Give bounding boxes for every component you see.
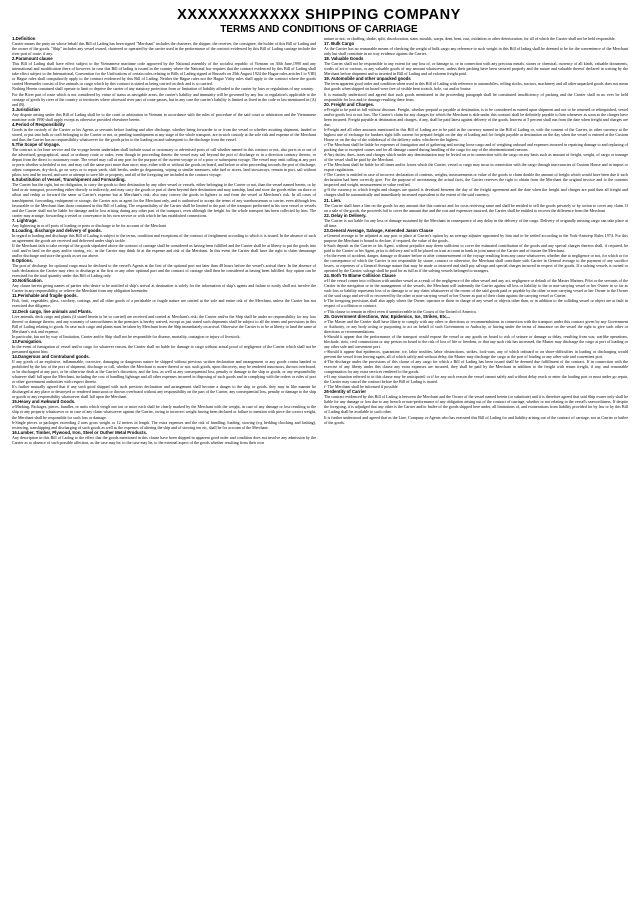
section-heading: 25. Government directions, War, Epidemics, Ice, Strikes, Etc... — [324, 313, 450, 319]
clause-paragraph: nature or not, or chaffing, shake, split, discoloration, stain, moulds, warps, dent, bent, rust, oxidation or other deterioration, for all of which the Carrier shall not be held responsible. — [324, 36, 616, 41]
clause-paragraph: b-Should it appear that the performance of the transport would expose the vessel or any goods on board to risk of seizure or damage or delay, resulting from war, warlike operations, blockade, riots, civil commotions or any person on board to the risk of loss of life or freedom, or that any such risk has increased, the Master may discharge the cargo at port of loading or any other safe and convenient port. — [324, 333, 628, 349]
clause-paragraph: Any dispute arising under this Bill of Lading shall be to the court or arbitration in Vietnam in accordance with the rules of procedure of the said court or arbitration and the Vietnamese maritime code 1990 shall apply except as otherwise provided elsewhere herein. — [12, 111, 316, 122]
section-heading: 5.The Scope of Voyage. — [12, 141, 60, 147]
document-title: TERMS AND CONDITIONS OF CARRIAGE — [220, 24, 418, 35]
left-column — [12, 36, 316, 898]
clause-paragraph: Any clause herein giving names of parties who desire to be notified of ship's arrival at destination is solely for the information of ship's agents and failure to notify shall not involve the Carrier in any responsibility, or relieve the Merchant from any obligation hereunder. — [12, 283, 316, 294]
clause-paragraph: b-Single pieces or packages exceeding 2 tons gross weight or 12 meters in length. The extra expenses and the risk of handling, loading, stowing (e.g bedding chocking and lashing), restowing, transhipping and discharging of such goods as well as the expenses of altering the ship and of stowing ten etc, shall be for account of the Merchant. — [12, 419, 316, 430]
right-column — [324, 36, 628, 898]
clause-paragraph: f- The Merchant shall be informed if possible. — [324, 384, 399, 390]
clause-paragraph: Carrier means the party on whose behalf this Bill of Lading has been signed "Merchant" includes the charterer, the shipper, the receiver, the consignee, the holder of this Bill of Lading and the owner of the goods. "Ship" includes any vessel owned, chartered or operated by the carrier used in the performance of the contract evidenced by this Bill of Lading carriage include the river port of route, if any. — [12, 41, 316, 57]
section-heading: 17. Bulk Cargo — [324, 41, 355, 47]
section-heading: 20. Freight and Charges. — [324, 101, 375, 107]
clause-paragraph: c-This clause to remain in effect even if unenforceable in the Courts of the United of America. — [324, 308, 477, 314]
section-heading: 26-Identity of Carrier — [324, 389, 367, 395]
section-heading: 11.Perishable and fragile goods. — [12, 293, 78, 299]
clause-paragraph: d-The discharge under the provisions of this clause of any cargo for which a Bill of Lading has been issued shall be deemed due fulfillment of the contract. If in connection with the exercise of any liberty under this clause any extra expenses are incurred, they shall be paid by the Merchant in addition to the freight with return freight, if any, and reasonable compensation for any extra services rendered to the goods. — [324, 359, 628, 375]
section-heading: 2.Paramount clause — [12, 56, 53, 62]
clause-paragraph: The port of discharge for optional cargo must be declared to the vessel's Agents at the first of the optional port not later than 48 hours before the vessel's arrival there. In the absence of such declaration the Carrier may elect to discharge at the first or any other optional port and the contract of carriage shall then be considered as having been fulfilled. Any option can be exercised for the total quantity under this Bill of Lading only. — [12, 263, 316, 279]
clause-paragraph: In the event of fumigation of vessel and/or cargo for whatever reason, the Carrier shall no liable for damage to cargo without actual proof of negligence of the Carrier which shall not be presumed against him. — [12, 343, 316, 354]
clause-paragraph: As the Carrier has no reasonable means of checking the weight of bulk cargo any reference to such weight in this Bill of lading shall be deemed to be for the convenience of the Merchant only but shall constitute in no way evidence against the Carrier. — [324, 46, 628, 57]
clause-paragraph: For the River part of route which is not considered by virtue of status as navigable areas, the carrier's liability and immunity will be governed by any law or regulation's applicable to the carriage of goods by river of the country or territories where aforesaid river part of route passes, but in any case the carrier's liability is limited as fixed in the code or law mentioned in (A) and (B). — [12, 91, 316, 107]
clause-paragraph: The Carrier shall have a lien on the goods for any amount due this contract and for costs receiving same and shall be entitled to sell the goods privately or by action to cover any claim. If on a sale of the goods, the proceeds fail to cover the amount due and the cost and expensive incurred, the Carrier shall be entitled to recover the difference from the Merchant — [324, 202, 628, 213]
section-heading: 21. Lien. — [324, 197, 342, 203]
clause-paragraph: The contract evidenced by this Bill of Lading is between the Merchant and the Owner of the vessel named herein (or substitute) and it is therefore agreed that said Ship owner only shall be liable for any damage or loss due to any breach or non-performance of any obligation arising out of the contract of carriage, whether or not relating to the vessel's seaworthiness. If despite the foregoing, it is adjudged that any other is the Carrier and/or bailee of the goods shipped here under, all limitations of, and exonerations from liability provided for by law or by this Bill of Lading shall be available to such other. — [324, 394, 628, 415]
clause-paragraph: Nothing Herein contained shall operate to limit or deprive the carrier of any statutory protection from or limitation of liability afforded to the carrier by laws or regulations of any country. — [12, 86, 314, 92]
clause-paragraph: This Bill of Lading shall have effect subject to the Vietnamese maritime code approved by the National assembly of the socialist republic of Vietnam on 30th June,1990 and any international and modification there of however, in case this Bill of lading is issued in the country where the National law requires that the contract evidenced by this Bill of Lading shall take effect subject to the International, Convention for the Unifications of certain rules relating to Bills of Lading signed at Brussels on 25th August 1924 the Hague rules articles I to VIII) or Hague rules shall compulsorily apply to the contract evidenced by this Bill of Lading. Neither the Hague rules nor the Hague Visby rules shall apply to the contract where the goods carried Hereunder consist of live animals or cargo which by this contract is stated as being carried on deck and is so carried. — [12, 61, 316, 87]
clause-paragraph: a-General average to be adjusted at any port or place at Carrier's option by an average adjuster appointed by him and to be settled according to the York-Antwerp Rules 1974. For this purpose the Merchant is bound to declare, if required, the value of the goods. — [324, 232, 628, 243]
clause-paragraph: Any lightering in or off ports of loading or ports or discharge to be for account of the Merchant — [12, 222, 167, 228]
section-heading: 9.Options. — [12, 258, 34, 264]
clause-paragraph: c-The Merchant shall be liable for expenses of fumigation and of gathering and sorting loose cargo and of weighing onboard and expenses incurred in repairing damage to and replacing of packing due to excepted causes and for all damage caused during handling of the cargo for any of the aforementioned reasons. — [324, 141, 628, 153]
company-name: XXXXXXXXXXXX SHIPPING COMPANY — [177, 7, 461, 23]
section-heading: 16.Lumber, Timber, Plywood, Iron, Steel or Outher Metal Products. — [12, 429, 148, 435]
clause-paragraph: g-If the currency in which freight and charges are quoted is devalued between the day of the freight agreement and the date when the freight and charges are paid then all freight and charges shall be automatically and immediately increased equivalent to the extent of the said currency. — [324, 187, 628, 198]
clause-paragraph: The term apparent good order and condition when used in this Bill of Lading with reference to automobiles, rolling stocks, tractors, machinery and all other unpacked goods does not mean that goods when shipped on board were free of visible bent scratch, hole, cut and/or bruise. — [324, 81, 628, 92]
section-heading: 4.Period of Responsibility — [12, 121, 65, 127]
section-heading: 18. Valuable Goods — [324, 56, 364, 62]
section-heading: 14.Dangerous and Contraband goods. — [12, 353, 90, 359]
section-heading: 19. Automobile and other unpacked goods — [324, 76, 411, 82]
clause-paragraph: If the Merchant fails to take receipt of the goods stipulated above the contract of carriage shall be considered as having been fulfilled and the Carrier shall be at liberty to put the goods into craft and/or land on the quay and/or storing, etc., as the Carrier may think fit at the expense and risk of the Merchant. In this event the Carrier shall have the right to claim demurrage and/or discharge and store the goods as set out above. — [12, 242, 316, 259]
clause-paragraph: Live animals, deck cargo and plants (if stated herein to be so carried) are received and carried at Merchant's risk: the Carrier and/or the Ship shall be under no responsibility for any loss thereof or damage thereto, and any warranty of seaworthiness in the premises is hereby waived, except as just stated such shipments shall be subject to all the terms and provisions in this Bill of Lading relating to goods. In case such cargo and plants must be taken by Merchant from the Ship immediately on arrival. Otherwise the Carrier is to be at liberty to land the same at Merchant's risk and expense. — [12, 313, 316, 334]
section-heading: 7. Lightrage. — [12, 217, 38, 223]
section-heading: 13.Fumigation. — [12, 338, 43, 344]
clause-paragraph: It is further understood and agreed that as the Line, Company or Agents who has executed this Bill of Lading for and liability arising out of the contract of carriage, not as Carrier or bailee of the goods. — [324, 414, 628, 425]
clause-paragraph: a-If the vessel comes into collision with another vessel as a result of the negligence of the other vessel and any act, negligence or default of the Master Mariner, Pilot or the servants of the Carrier in the navigation or in the management of the vessels, the Merchant will indemnify the Carrier against all loss or liability to the or non-carrying vessel or her Owner in so far as such loss or liability represents loss of or damage to or any claim whatsoever of the owner of the said goods paid or payable by the other or non-carrying vessel or her Owner to the Owner of the said cargo and set-off or recovered by the other or non-carrying vessel or her Owner as part of their claim against the carrying vessel or Carrier. — [324, 278, 628, 299]
clause-paragraph: The contract is for liner service and the voyage herein undertaken shall include usual or customary or advertised ports of call whether named in this contract or not, also ports in or out of the advertised, geographical, usual or ordinary route or order, even though in proceeding thereto the vessel may sail beyond the port of discharge or in a direction contrary thereto, or depart from the direct to customary route. The vessel may call at any port for the purpose of the current voyage or of a prior or subsequent voyage. The vessel may omit calling at any port or ports whether scheduled or not, and may call the same port more than once; may, either with or without the goods on board, and before or after proceeding towards the port of discharge, adjust compasses, dry-dock, go on ways or to repair yards, shift berths, under go degaussing, wiping or similar measures, take fuel or stores, land stowaways, remain in port, sail without pilots, tow and be towed, and save or attempt to save life or property, and all of the foregoing are included in the contract voyage. — [12, 147, 316, 178]
section-heading: 1.Definition — [12, 36, 36, 41]
section-heading: 8.Loading, discharge and delivery of goods. — [12, 227, 102, 233]
clause-paragraph: The Carrier has the right, but no obligation, to carry the goods to their destination by any other vessel or vessels, either belonging to the Carrier or not, than the vessel named herein, or by land or air transport, proceeding either directly or indirectly, and may carry the goods or part of them beyond their destination and may tranship, land and store the goods either on shore or afloat and reship or forward the same at Carrier's expense but at Merchant's risk; also may convey the goods in lighters to and from the vessel at Merchant's risk. In all cases of transhipment, forwarding, reshipment or storage, the Carrier acts as agent for the Merchant only, and is authorised to accept the terms of any warehouseman or carrier, even although less favourable to the Merchant than those contained in this Bill of Lading. The responsibility of the Carrier shall be limited to the part of the transport performed in his own vessel or vessels and the Carrier shall not be liable for damage and/or loss arising during any other part of the transport, even although the freight for the whole transport has been collected by him. The carrier may arrange, forwarding a vessel or conveyance in his own service or with which he has established connections. — [12, 182, 316, 218]
clause-paragraph: b-Such deposit as the Carrier or his Agent, without prejudice may deem sufficient to cover the estimated contribution of the goods and any special charges thereon shall, if required, be paid to the Carrier or his Agent, prior to delivery and will be placed on trust account in bank in joint name of the Carrier and of trustee the Merchant. — [324, 242, 628, 253]
section-heading: 15.Heavy and Awkward Goods. — [12, 399, 76, 405]
clause-paragraph: e-If any situation referred to in this clause may be anticipated, or if for any such reason the vessel cannot safely and without delay reach or enter the loading port or must under go repair, the Carrier may cancel the contract before the Bill of Lading is issued. — [324, 374, 628, 385]
clause-paragraph: b-Freight and all other amounts mentioned in this Bill of Lading are to be paid in the currency named in the Bill of Lading or, with the consent of the Carrier, in other currency at the highest rate of exchange for bankers sight bills current for prepaid freight on the day of loading and for freight payable at destination on the day when the vessel is entered at the Custom House or on the day of the withdrawal of the delivery order, whichever the highest. — [324, 126, 628, 142]
clause-paragraph: c-In the event of accident, danger, damage or disaster before or after commencement of the voyage resulting from any cause whatsoever, whether due to negligence or not, for which or for the consequence of which the Carrier is not responsible by statue, contract or otherwise, the Merchant shall contribute with Carrier in General average to the payment of any sacrifice losses, or expenses of a General Average nature that may be made or incurred and shall pay salvage and special charges incurred in respect of the goods. If a salving vessels is owned or operated by the Carrier, salvage shall be paid for as full as if the salving vessels belonged to strangers. — [324, 253, 628, 274]
section-heading: 23.General Average, Salvage, Amended Jason Clause — [324, 227, 434, 233]
clause-paragraph: a-The Master and the Carrier shall have liberty to comply with any other or directions or recommendations in connection with the transport under this contract given by any Government or Authority, or any body acting or purporting to act on behalf of such Government or Authority, or having under the terms of insurance on the vessel the right to give such other or directions or recommendations. — [324, 318, 628, 334]
clause-paragraph: In particular, but not by way of limitation, Carrier and/or Ship shall not be responsible for disease, mortality, contagion or injury of livestock. — [12, 333, 241, 339]
clause-paragraph: In regard to loading and discharge this Bill of Lading is subject to the terms, condition and exceptions of the contract of freightment according to which it is issued. In the absence of such an agreement the goods are received and delivered under ship's tackle. — [12, 232, 316, 243]
clause-paragraph: It's further mutually agreed that if any such good shipped with such previous declaration and arrangement shall become a danger to the ship or goods, they may in like manner be discharged at any place or destroyed or rendered innocuous or thrown overboard without any responsibility on the part of the Carrier, any consequential loss, penalty or damage to the ship or goods or any responsibility whatsoever shall fall upon the Merchant. — [12, 384, 316, 400]
clause-paragraph: d-Any duties, dues, taxes and charges which under any denomination may be levied on or in connection with the cargo on any basis such as amount of freight, weight, of cargo or tonnage of the vessel shall be paid by the Merchant. — [324, 152, 628, 163]
clause-paragraph: The Carrier is not liable for any loss or damage sustained by the Merchant in consequence of any delay in the delivery of the cargo. Delivery of originally missing cargo can take place at all time. — [324, 217, 628, 228]
clause-paragraph: e-The Merchant shall be liable for all times and/or losses which the Carrier, vessel or cargo may incur in connection with the cargo through inaccuracies of Custom House and in import or export regulations. — [324, 162, 628, 173]
section-heading: 24. Both To Blame Collision Clause — [324, 273, 396, 279]
clause-paragraph: If any goods of an explosive, inflammable, corrosive, damaging or dangerous nature be shipped without previous written declaration and arrangement or any goods contra banded or prohibited by the law of the port of shipment, discharge or call, whether the Merchant is aware thereof or not, such goods, upon discovery, may be rendered innocuous, thrown overboard, or be discharged at any port, or be otherwise dealt at the Carrier's discretion, and the loss, as well as any consequential loss, penalty or damage to the ship or goods, or any responsibility whatever shall fall upon the Merchant, including the cost of handling lightrage and all other expenses incurred in disposing of such goods and in complying with the orders or rules of port or other government authorities with respect thereto. — [12, 359, 316, 385]
section-heading: 3.Jurisdiction — [12, 106, 40, 112]
clause-paragraph: Goods in the custody of the Carrier or his Agents or servants before loading and after discharge, whether being forwarder to or from the vessel or whether awaiting shipment, landed or stored, or put into hulk or craft belonging to the Carrier or not, or pending transhipment at any stage of the whole transport, are in such custody at the sole risk and expense of the Merchant and thus the Carrier has no responsibility whatsoever for the goods prior to the loading on and subsequent to the discharge from the vessel. — [12, 126, 316, 142]
section-heading: 12.Deck cargo, live animals and Plants. — [12, 308, 93, 314]
section-heading: 10.Notification. — [12, 278, 43, 284]
clause-paragraph: f-The Carrier is entitled in case of incorrect declaration of contents, weights, measurements or value of the goods to claim double the amount of freight which would have been due if such declaration had been correctly give. For the purpose of ascertaining the actual facts, the Carrier reserves the right to obtain from the Merchant the original invoice and to the contents inspected and weight, measurement or value verified. — [324, 172, 628, 188]
section-heading: 6.Substitution of Vessel, Transhipment and Forwarding. — [12, 177, 126, 183]
clause-paragraph: c-Should it appear that epidemics, quarantine, ice, labor troubles, labor obstructions, strikes, lock-outs, any of which onboard or on shore-difficulties in loading or discharging would prevent the vessel from leaving again, all of which safely and without delay, the Master may discharge the cargo at the port of loading or any other safe and convenient port. — [324, 348, 628, 359]
clause-paragraph: It is mutually understood and agreed that such goods mentioned in the proceeding paragraph shall be constituted insufficiency of packing and the Carrier shall in no ever be held responsible for loss and/or damage resulting there from. — [324, 91, 628, 102]
clause-paragraph: The Carrier shall not be responsible to any extent for any loss of, or damage to, or in connection with any precious metals, stones or chemical, currency of all kinds, valuable documents, works of art or curious, or any valuable goods of any amount whatsoever, unless their packing have been secured properly and the nature and valuable thereof declared in writing by the Merchant before shipment and so inserted in Bill of Lading and ad valorem freight paid. — [324, 61, 628, 77]
clause-paragraph: Any description in this Bill of Lading to the effect that the goods mentioned in this clause have been shipped in apparent good order and condition does not involve any admission by the Carrier as to absence of such possible affection, as the case may be, to the case may be, to the external aspect of the goods whether resulting from their own — [12, 434, 316, 445]
clause-paragraph: a-Freight to be paid in full without discount. Freight, whether prepaid or payable at destination, is to be considered as earned upon shipment and not to be returned or relinquished, vessel and/or goods lost or not loss. The Carrier's claim for any charges for which the Merchant is able under this contract shall be definitely payable to him whenever as soon as the charges have been incurred. Freight payable at destination and charges, if any, shall be paid latest against delivery of the goods. Interest at 5 percent shall run from the date when freight and charges are due. — [324, 106, 628, 127]
section-heading: 22. Delay in Delivery. — [324, 212, 367, 218]
clause-paragraph: a-Marking, Packages, pieces, bundles, or units which weigh one ton or more each shall be clearly marked by the Merchant with the weight, in case of any damage or loss resulting to the ship or any property whatsoever or in case of any claim whatsoever against the Carrier, owing to incorrect weight having been declared or failure to mention with piece the correct weight, the Merchant shall be responsible for such loss or damage. — [12, 404, 316, 420]
clause-paragraph: b-The foregoing provisions shall also apply where the Owner, operator or those in charge of any vessel or objects other than, or in addition to the colliding vessel or object are at fault in respect of a collision or contract. — [324, 298, 628, 309]
clause-paragraph: Fish, fruit, vegetables, glass, crockery, castings, and all other goods of a perishable or fragile nature are carried at the sole and entire risk of the Merchant, unless the Carrier has not exercised due diligence. — [12, 298, 316, 309]
